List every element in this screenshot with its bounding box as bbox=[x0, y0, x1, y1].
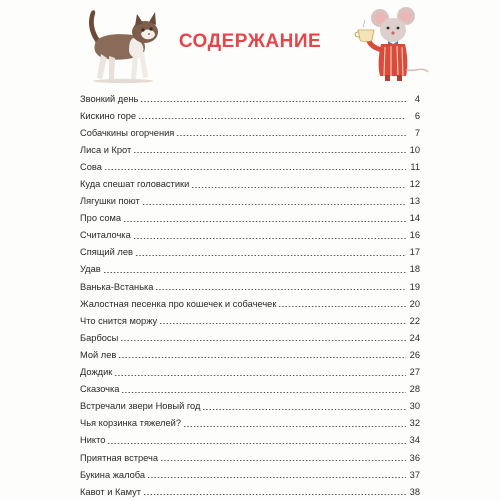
toc-entry-title: Считалочка bbox=[80, 230, 131, 241]
toc-entry-title: Что снится моржу bbox=[80, 315, 158, 326]
toc-entry-page-number: 26 bbox=[409, 349, 420, 360]
mouse-head bbox=[380, 18, 406, 42]
dotted-leader bbox=[114, 375, 406, 376]
mouse-tail bbox=[406, 69, 428, 72]
toc-entry[interactable] bbox=[80, 141, 420, 158]
toc-entry-page-number: 11 bbox=[410, 161, 420, 172]
page-title: СОДЕРЖАНИЕ bbox=[178, 31, 322, 52]
toc-entry-page-number: 16 bbox=[409, 230, 420, 241]
toc-entry[interactable] bbox=[80, 210, 420, 227]
toc-entry-page-number: 17 bbox=[409, 247, 420, 258]
table-of-contents bbox=[80, 90, 420, 500]
toc-entry-title: Встречали звери Новый год bbox=[80, 401, 201, 412]
toc-entry[interactable] bbox=[80, 329, 420, 346]
dotted-leader bbox=[107, 443, 406, 444]
cat-shadow bbox=[93, 79, 153, 83]
mouse-leg-left bbox=[385, 75, 390, 81]
toc-entry-title: Дождик bbox=[80, 367, 113, 378]
dotted-leader bbox=[138, 118, 406, 119]
toc-entry[interactable] bbox=[80, 364, 420, 381]
dotted-leader bbox=[142, 204, 406, 205]
toc-entry-page-number: 19 bbox=[409, 281, 420, 292]
dotted-leader bbox=[120, 340, 406, 341]
toc-entry[interactable] bbox=[80, 175, 420, 192]
mouse-leg-right bbox=[397, 75, 402, 81]
dotted-leader bbox=[140, 101, 406, 102]
toc-entry[interactable] bbox=[80, 227, 420, 244]
dotted-leader bbox=[160, 460, 406, 461]
toc-entry-page-number: 34 bbox=[409, 435, 420, 446]
toc-entry-title: Сова bbox=[80, 161, 102, 172]
toc-entry[interactable] bbox=[80, 295, 420, 312]
toc-entry-page-number: 22 bbox=[409, 315, 420, 326]
dotted-leader bbox=[123, 221, 406, 222]
toc-entry[interactable] bbox=[80, 483, 420, 500]
toc-entry-page-number: 13 bbox=[409, 196, 420, 207]
dotted-leader bbox=[159, 323, 406, 324]
toc-entry[interactable] bbox=[80, 244, 420, 261]
toc-entry[interactable] bbox=[80, 158, 420, 175]
dotted-leader bbox=[191, 187, 406, 188]
mouse-eye-left bbox=[387, 27, 390, 30]
toc-entry[interactable] bbox=[80, 278, 420, 295]
toc-entry[interactable] bbox=[80, 261, 420, 278]
cat-leg-back-2 bbox=[109, 56, 115, 80]
dotted-leader bbox=[121, 392, 406, 393]
dotted-leader bbox=[147, 477, 406, 478]
toc-entry[interactable] bbox=[80, 346, 420, 363]
dotted-leader bbox=[133, 238, 406, 239]
toc-entry[interactable] bbox=[80, 193, 420, 210]
toc-entry-title: Про сома bbox=[80, 213, 122, 224]
cat-leg-back bbox=[97, 54, 107, 79]
toc-entry-title: Звонкий день bbox=[80, 93, 139, 104]
dotted-leader bbox=[104, 169, 406, 170]
toc-entry-title: Кискино горе bbox=[80, 110, 137, 121]
toc-entry-page-number: 38 bbox=[409, 486, 420, 497]
toc-entry-title: Куда спешат головастики bbox=[80, 179, 190, 190]
mouse-illustration bbox=[354, 2, 436, 84]
toc-entry[interactable] bbox=[80, 398, 420, 415]
toc-entry-page-number: 36 bbox=[409, 452, 420, 463]
toc-entry-title: Чья корзинка тяжелей? bbox=[80, 418, 182, 429]
cat-eye-left bbox=[141, 28, 144, 31]
toc-entry-title: Лягушки поют bbox=[80, 196, 140, 207]
mouse-ear-right-inner bbox=[401, 11, 412, 22]
toc-entry-page-number: 14 bbox=[409, 213, 420, 224]
dotted-leader bbox=[133, 152, 406, 153]
toc-entry-title: Никто bbox=[80, 435, 106, 446]
toc-entry[interactable] bbox=[80, 381, 420, 398]
toc-entry-title: Ванька-Встанька bbox=[80, 281, 154, 292]
toc-entry-title: Сказочка bbox=[80, 384, 120, 395]
toc-entry-title: Собачкины огорчения bbox=[80, 127, 175, 138]
toc-entry-title: Лиса и Крот bbox=[80, 144, 132, 155]
toc-entry-page-number: 32 bbox=[409, 418, 420, 429]
cat-leg-front-2 bbox=[139, 52, 148, 78]
dotted-leader bbox=[118, 357, 406, 358]
dotted-leader bbox=[183, 426, 406, 427]
toc-entry[interactable] bbox=[80, 449, 420, 466]
teacup-icon bbox=[358, 30, 374, 42]
dotted-leader bbox=[135, 255, 406, 256]
toc-entry-page-number: 27 bbox=[409, 367, 420, 378]
dotted-leader bbox=[278, 306, 406, 307]
toc-entry-page-number: 7 bbox=[414, 127, 420, 138]
toc-entry[interactable] bbox=[80, 466, 420, 483]
mouse-nose bbox=[391, 31, 394, 34]
dotted-leader bbox=[155, 289, 406, 290]
toc-entry-page-number: 4 bbox=[414, 93, 420, 104]
toc-entry[interactable] bbox=[80, 90, 420, 107]
dotted-leader bbox=[176, 135, 406, 136]
toc-entry-title: Букина жалоба bbox=[80, 469, 146, 480]
toc-entry[interactable] bbox=[80, 124, 420, 141]
dotted-leader bbox=[143, 494, 406, 495]
toc-entry-page-number: 28 bbox=[409, 384, 420, 395]
dotted-leader bbox=[202, 409, 406, 410]
toc-entry-page-number: 12 bbox=[409, 179, 420, 190]
toc-entry-title: Жалостная песенка про кошечек и собачечек bbox=[80, 298, 277, 309]
toc-entry-title: Кавот и Камут bbox=[80, 486, 141, 497]
teacup-steam bbox=[363, 20, 364, 27]
toc-entry-title: Приятная встреча bbox=[80, 452, 159, 463]
toc-entry[interactable] bbox=[80, 107, 420, 124]
toc-entry-page-number: 37 bbox=[409, 469, 420, 480]
toc-entry-page-number: 24 bbox=[409, 332, 420, 343]
toc-entry-page-number: 10 bbox=[409, 144, 420, 155]
mouse-eye-right bbox=[397, 27, 400, 30]
toc-entry-page-number: 30 bbox=[409, 401, 420, 412]
dotted-leader bbox=[103, 272, 406, 273]
toc-entry-page-number: 20 bbox=[409, 298, 420, 309]
toc-entry-page-number: 18 bbox=[409, 264, 420, 275]
toc-entry[interactable] bbox=[80, 432, 420, 449]
toc-entry-title: Спящий лев bbox=[80, 247, 133, 258]
toc-entry-page-number: 6 bbox=[414, 110, 420, 121]
toc-entry[interactable] bbox=[80, 312, 420, 329]
toc-entry-title: Барбосы bbox=[80, 332, 119, 343]
toc-entry-title: Удав bbox=[80, 264, 101, 275]
toc-entry[interactable] bbox=[80, 415, 420, 432]
toc-entry-title: Мой лев bbox=[80, 349, 117, 360]
